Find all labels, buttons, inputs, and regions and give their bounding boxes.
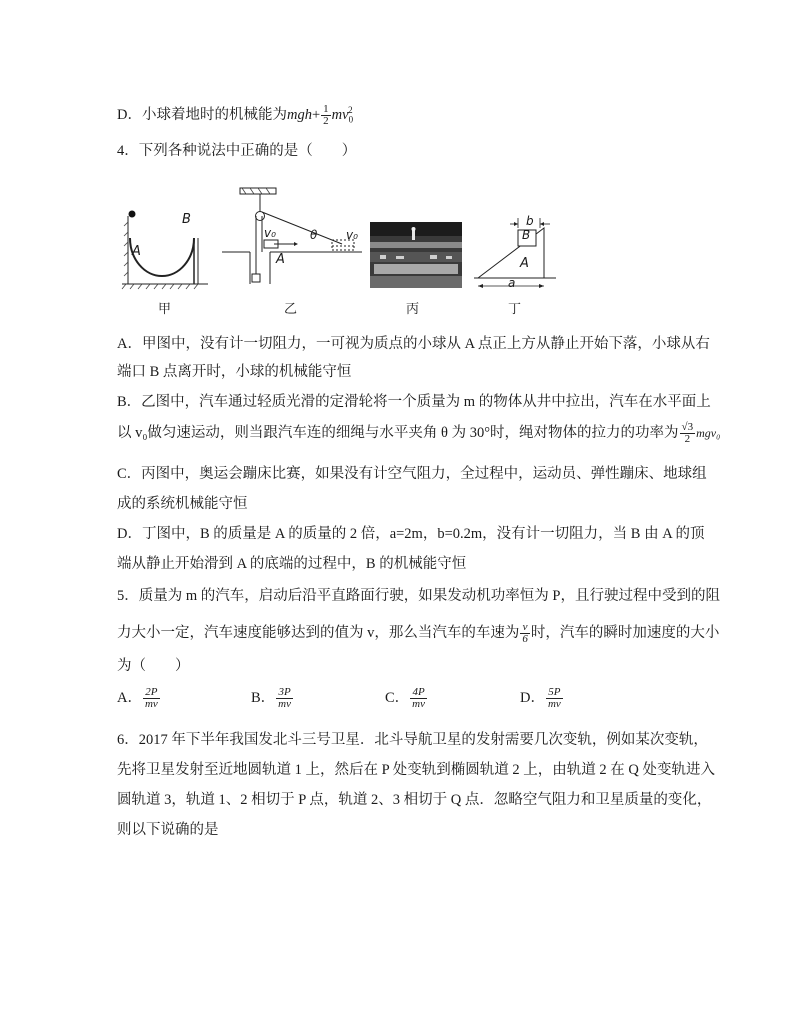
q3-option-d (117, 100, 353, 130)
sup-2: 2 (348, 105, 353, 115)
frac-den: mv (144, 698, 158, 711)
figure-yi-label-v0: v₀ (264, 226, 276, 240)
frac-num: 4P (410, 687, 427, 699)
figure-ding (474, 216, 556, 316)
figure-yi-label-a: A (276, 252, 285, 267)
q4-option-d-line2: 端从静止开始滑到 A 的底端的过程中，B 的机械能守恒 (117, 556, 467, 572)
q4-option-a-line2: 端口 B 点离开时，小球的机械能守恒 (117, 364, 352, 380)
sub-0: 0 (348, 114, 354, 125)
option-label: C． (385, 690, 410, 706)
figure-jia-label-a: A (132, 244, 141, 259)
figure-yi-drawing (222, 186, 362, 316)
figure-jia-caption: 甲 (158, 302, 172, 317)
expr-mgv0: mgv₀ (696, 425, 721, 440)
option-label: A． (117, 690, 142, 706)
frac-num: 5P (546, 687, 563, 699)
frac-den: mv (547, 698, 561, 711)
figure-jia-label-b: B (182, 212, 191, 227)
figure-bing (370, 222, 462, 316)
trampoline-photo (370, 222, 462, 288)
q4-stem: 4．下列各种说法中正确的是（ ） (117, 143, 357, 159)
q5-stem-line2-tail: 时，汽车的瞬时加速度的大小 (530, 624, 720, 641)
frac-num: √3 (681, 421, 694, 433)
option-fraction (410, 687, 427, 710)
q4-option-b-line1: B．乙图中，汽车通过轻质光滑的定滑轮将一个质量为 m 的物体从井中拉出，汽车在水平面上 (117, 394, 711, 410)
fraction-v-over-6 (520, 622, 530, 645)
q5-stem-line2-text: 力大小一定，汽车速度能够达到的值为 v，那么当汽车的车速为 (117, 624, 520, 641)
option-fraction (546, 687, 563, 710)
q3-option-d-text: D．小球着地时的机械能为 (117, 106, 287, 123)
figure-yi (222, 186, 362, 316)
q4-option-a-line1: A．甲图中，没有计一切阻力，一可视为质点的小球从 A 点正上方从静止开始下落，小球从右 (117, 336, 710, 352)
q4-option-b-line2 (117, 422, 720, 445)
figure-yi-label-theta: θ (310, 228, 318, 242)
figure-ding-label-b-block: B (522, 228, 531, 242)
figure-bing-caption: 丙 (406, 302, 420, 317)
figure-ding-caption: 丁 (508, 302, 522, 317)
figure-jia (118, 186, 214, 316)
q6-stem-line3: 圆轨道 3，轨道 1、2 相切于 P 点，轨道 2、3 相切于 Q 点．忽略空气阻力和卫星质量的变化， (117, 792, 712, 808)
q5-stem-line1: 5．质量为 m 的汽车，启动后沿平直路面行驶，如果发动机功率恒为 P，且行驶过程中受到的阻 (117, 588, 720, 604)
figure-yi-label-v0b: v₀ (346, 228, 358, 242)
option-label: B． (251, 690, 276, 706)
option-fraction (143, 687, 160, 710)
q6-stem-line1: 6．2017 年下半年我国发北斗三号卫星．北斗导航卫星的发射需要几次变轨，例如某次变轨， (117, 732, 708, 748)
fraction-half (321, 104, 331, 127)
figure-ding-label-a-wedge: A (520, 256, 529, 271)
frac-den: 2 (684, 433, 691, 445)
q6-stem-line2: 先将卫星发射至近地圆轨道 1 上，然后在 P 处变轨到椭圆轨道 2 上，由轨道 2 在 Q 处变轨进入 (117, 762, 715, 778)
q4-option-d-line1: D．丁图中，B 的质量是 A 的质量的 2 倍，a=2m，b=0.2m，没有计一切阻力，当 B 由 A 的顶 (117, 526, 705, 542)
q4-option-b-line2-text: 以 v₀做匀速运动，则当跟汽车连的细绳与水平夹角 θ 为 30°时，绳对物体的拉力的功率为 (117, 424, 679, 441)
q5-option-d[interactable] (520, 686, 564, 710)
figure-yi-caption: 乙 (284, 302, 298, 317)
frac-num: 3P (276, 687, 293, 699)
frac-den: mv (412, 698, 425, 711)
expr-mv: mv (331, 106, 349, 123)
q5-option-b[interactable] (251, 686, 294, 710)
figure-ding-label-a-dim: a (508, 276, 516, 290)
q5-stem-line3: 为（ ） (117, 658, 190, 674)
expr-mgh: mgh (286, 106, 312, 123)
plus-sign: + (311, 106, 321, 123)
figure-ding-label-b-dim: b (526, 214, 534, 228)
fraction-sqrt3-over-2 (680, 422, 696, 445)
q5-stem-line2 (117, 622, 719, 645)
frac-num: 2P (143, 687, 160, 699)
q5-option-c[interactable] (385, 686, 428, 710)
option-fraction (276, 687, 293, 710)
frac-den: 6 (522, 633, 528, 645)
frac-den: 2 (323, 115, 329, 127)
q5-option-a[interactable] (117, 686, 161, 710)
frac-num: 1 (323, 103, 329, 115)
frac-num: v (520, 622, 530, 634)
option-label: D． (520, 690, 545, 706)
q6-stem-line4: 则以下说确的是 (117, 822, 219, 838)
q4-option-c-line1: C．丙图中，奥运会蹦床比赛，如果没有计空气阻力，全过程中，运动员、弹性蹦床、地球组 (117, 466, 707, 482)
frac-den: mv (278, 698, 291, 711)
q4-option-c-line2: 成的系统机械能守恒 (117, 496, 248, 512)
